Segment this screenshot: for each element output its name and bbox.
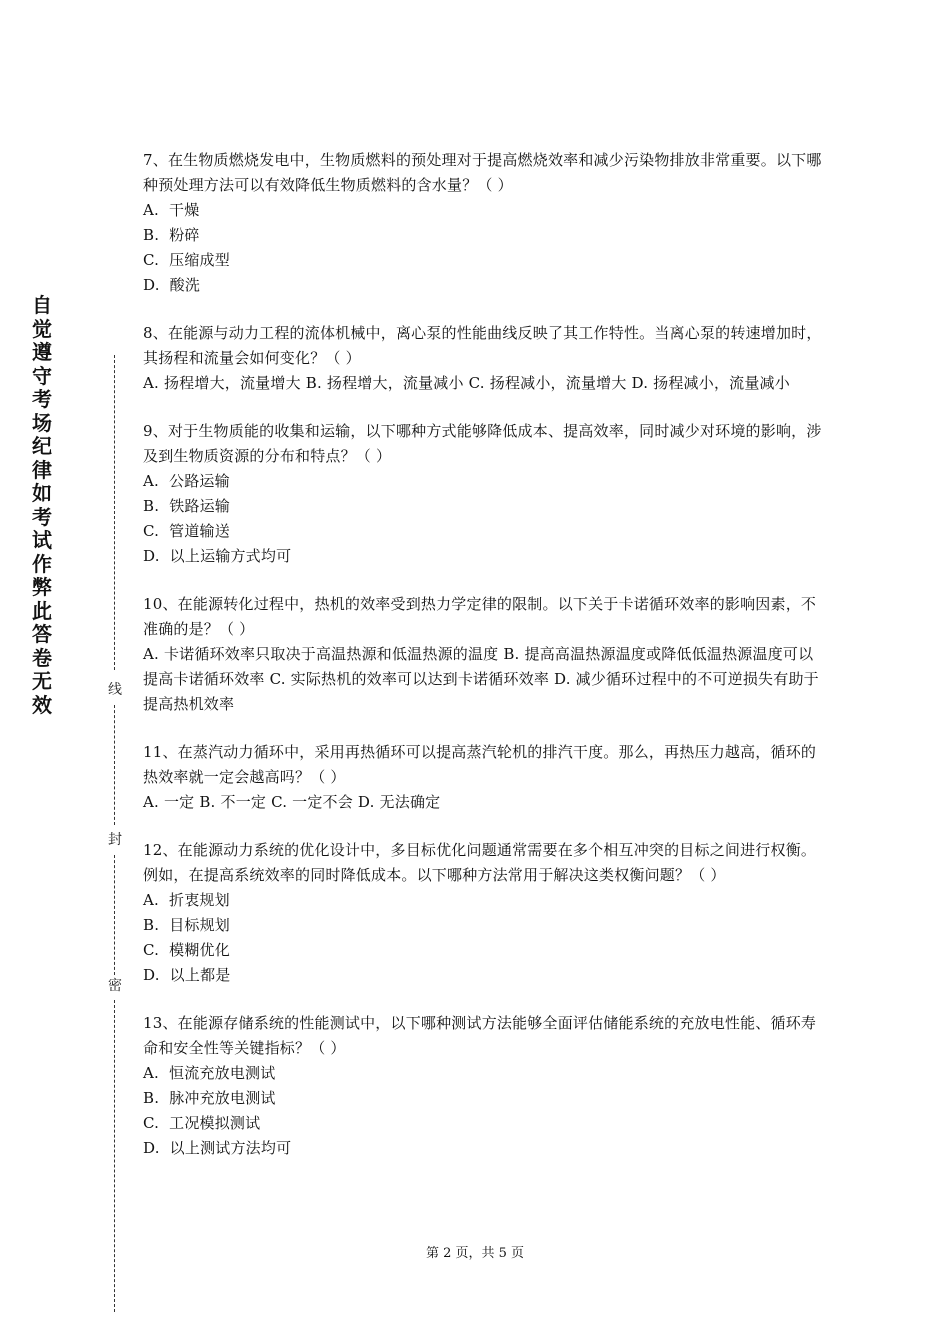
question-item (143, 740, 823, 815)
option-d[interactable] (143, 273, 823, 298)
option-text: 管道输送 (169, 522, 230, 540)
option-a[interactable] (143, 198, 823, 223)
option-letter: C. (143, 522, 160, 540)
option-letter: D. (143, 1139, 160, 1157)
question-list (143, 148, 823, 1184)
option-letter: B. (143, 497, 160, 515)
option-b[interactable] (143, 494, 823, 519)
inline-options[interactable]: A. 卡诺循环效率只取决于高温热源和低温热源的温度 B. 提高高温热源温度或降低低温热源温度可以提高卡诺循环效率 C. 实际热机的效率可以达到卡诺循环效率 D. 减少循环过程中的不可逆损失有助于提高热机效率 (143, 645, 819, 713)
question-stem: 13、在能源存储系统的性能测试中，以下哪种测试方法能够全面评估储能系统的充放电性能、循环寿命和安全性等关键指标？（ ） (143, 1014, 817, 1057)
option-letter: B. (143, 226, 160, 244)
question-stem: 9、对于生物质能的收集和运输，以下哪种方式能够降低成本、提高效率，同时减少对环境的影响，涉及到生物质资源的分布和特点？（ ） (143, 422, 822, 465)
option-a[interactable] (143, 469, 823, 494)
option-text: 铁路运输 (169, 497, 231, 515)
page-number-footer: 第 2 页，共 5 页 (425, 1246, 525, 1261)
question-item (143, 838, 823, 988)
option-letter: D. (143, 276, 160, 294)
option-text: 恒流充放电测试 (169, 1064, 276, 1082)
option-text: 以上都是 (169, 966, 231, 984)
inline-options[interactable]: A. 扬程增大，流量增大 B. 扬程增大，流量减小 C. 扬程减小，流量增大 D. 扬程减小，流量减小 (143, 374, 790, 392)
option-a[interactable] (143, 888, 823, 913)
inline-options[interactable]: A. 一定 B. 不一定 C. 一定不会 D. 无法确定 (143, 793, 441, 811)
option-d[interactable] (143, 544, 823, 569)
option-letter: C. (143, 941, 160, 959)
question-stem: 10、在能源转化过程中，热机的效率受到热力学定律的限制。以下关于卡诺循环效率的影响因素，不准确的是？（ ） (143, 595, 817, 638)
option-letter: A. (143, 472, 160, 490)
option-text: 工况模拟测试 (169, 1114, 261, 1132)
question-stem: 12、在能源动力系统的优化设计中，多目标优化问题通常需要在多个相互冲突的目标之间进行权衡。例如，在提高系统效率的同时降低成本。以下哪种方法常用于解决这类权衡问题？（ ） (143, 841, 817, 884)
option-text: 粉碎 (169, 226, 200, 244)
option-text: 以上运输方式均可 (169, 547, 292, 565)
option-c[interactable] (143, 1111, 823, 1136)
option-text: 以上测试方法均可 (169, 1139, 292, 1157)
exam-discipline-warning: 自觉遵守考场纪律如考试作弊此答卷无效 (32, 293, 52, 717)
option-letter: C. (143, 1114, 160, 1132)
question-item (143, 148, 823, 298)
option-b[interactable] (143, 1086, 823, 1111)
option-b[interactable] (143, 913, 823, 938)
seal-line-label: 线 (108, 682, 122, 698)
question-item (143, 1011, 823, 1161)
question-item (143, 321, 823, 396)
question-stem: 8、在能源与动力工程的流体机械中，离心泵的性能曲线反映了其工作特性。当离心泵的转速增加时，其扬程和流量会如何变化？（ ） (143, 324, 822, 367)
option-letter: B. (143, 916, 160, 934)
question-item (143, 592, 823, 717)
option-text: 折衷规划 (169, 891, 230, 909)
option-c[interactable] (143, 248, 823, 273)
option-text: 压缩成型 (169, 251, 230, 269)
option-text: 模糊优化 (169, 941, 230, 959)
option-letter: A. (143, 891, 160, 909)
seal-dashed-line-segment (114, 855, 115, 975)
seal-dashed-line-segment (114, 705, 115, 825)
option-letter: D. (143, 547, 160, 565)
option-letter: B. (143, 1089, 160, 1107)
option-text: 酸洗 (169, 276, 201, 294)
option-b[interactable] (143, 223, 823, 248)
option-text: 公路运输 (169, 472, 230, 490)
option-letter: A. (143, 1064, 160, 1082)
option-text: 干燥 (169, 201, 200, 219)
question-stem: 7、在生物质燃烧发电中，生物质燃料的预处理对于提高燃烧效率和减少污染物排放非常重要。以下哪种预处理方法可以有效降低生物质燃料的含水量？（ ） (143, 151, 822, 194)
seal-dashed-line-segment (114, 355, 115, 670)
seal-secret-label: 密 (108, 978, 122, 994)
option-c[interactable] (143, 519, 823, 544)
option-letter: C. (143, 251, 160, 269)
option-letter: A. (143, 201, 160, 219)
option-a[interactable] (143, 1061, 823, 1086)
option-text: 脉冲充放电测试 (169, 1089, 276, 1107)
option-d[interactable] (143, 963, 823, 988)
question-item (143, 419, 823, 569)
option-c[interactable] (143, 938, 823, 963)
question-stem: 11、在蒸汽动力循环中，采用再热循环可以提高蒸汽轮机的排汽干度。那么，再热压力越高，循环的热效率就一定会越高吗？（ ） (143, 743, 817, 786)
option-letter: D. (143, 966, 160, 984)
seal-seal-label: 封 (108, 832, 122, 848)
option-d[interactable] (143, 1136, 823, 1161)
option-text: 目标规划 (169, 916, 231, 934)
seal-dashed-line-segment (114, 1000, 115, 1312)
